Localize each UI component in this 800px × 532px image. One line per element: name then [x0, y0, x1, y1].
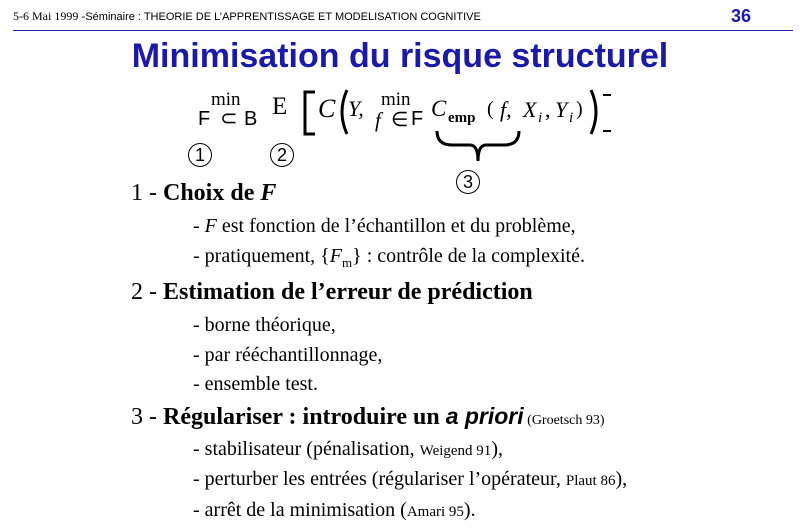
formula-args-close: ): [576, 98, 583, 120]
section-3-number: 3 -: [131, 404, 163, 430]
marker-3: 3: [456, 170, 480, 194]
item-prefix: - pratiquement, {: [193, 245, 330, 267]
section-2-heading: [131, 279, 533, 306]
formula-args-open: (: [487, 98, 494, 120]
formula-sub1-left: F: [198, 108, 211, 130]
header-divider: [13, 30, 793, 31]
formula-sub1-right: B: [244, 108, 258, 130]
section-1-heading: [131, 180, 276, 207]
item-text: } : contrôle de la complexité.: [352, 245, 585, 267]
formula-arg-Y: Y: [555, 97, 568, 122]
formula-Cemp: C: [431, 96, 447, 121]
section-3-title: Régulariser : introduire un: [163, 404, 446, 430]
formula-arg-comma: ,: [545, 97, 551, 122]
item-reference: Weigend 91: [419, 443, 492, 459]
left-bracket-icon: [300, 90, 320, 136]
section-1-item-2: [193, 245, 585, 271]
section-1-title: Choix de: [163, 180, 261, 206]
formula-arg-f: f,: [500, 97, 512, 122]
formula-emp-subscript: emp: [448, 110, 476, 126]
formula-sub2-F: F: [411, 108, 424, 130]
formula-expectation: E: [272, 93, 288, 120]
item-text: est fonction de l’échantillon et du problème,: [216, 215, 576, 237]
formula-arg-i1: i: [538, 110, 543, 126]
formula-C: C: [318, 94, 336, 123]
section-2-item-2: - par rééchantillonnage,: [193, 344, 383, 366]
marker-1: 1: [188, 143, 212, 167]
formula-Y: Y,: [348, 96, 364, 121]
section-3-heading: [131, 403, 605, 431]
item-text: - perturber les entrées (régulariser l’opérateur,: [193, 468, 566, 490]
item-end: ),: [615, 468, 628, 490]
right-bracket-marks-icon: [600, 90, 614, 136]
course-label: Séminaire :: [85, 11, 144, 23]
section-3-item-1: [193, 438, 503, 461]
item-symbol: F: [204, 215, 217, 237]
item-reference: Amari 95: [406, 504, 464, 520]
underbrace-icon: [434, 128, 522, 166]
item-subscript: m: [342, 255, 353, 270]
item-reference: Plaut 86: [565, 473, 616, 489]
section-3-reference: (Groetsch 93): [523, 413, 605, 428]
course-title: THEORIE DE L’APPRENTISSAGE ET MODELISATION COGNITIVE: [143, 11, 481, 23]
section-1-item-1: [193, 215, 576, 238]
section-1-number: 1 -: [131, 180, 163, 206]
item-end: ).: [463, 499, 476, 521]
formula-min-1: min: [211, 89, 241, 110]
section-3-item-3: [193, 499, 476, 522]
slide-title: Minimisation du risque structurel: [131, 37, 669, 75]
item-text: - stabilisateur (pénalisation,: [193, 438, 420, 460]
section-3-title-italic: a priori: [445, 403, 524, 429]
formula-arg-i2: i: [569, 110, 574, 126]
section-1-symbol: F: [260, 180, 277, 206]
slide-number: 36: [731, 6, 752, 26]
course-sep: -: [78, 9, 86, 23]
formula-sub1-op: ⊂: [220, 106, 238, 130]
section-2-number: 2 -: [131, 279, 163, 305]
header-course-info: [13, 9, 481, 24]
item-symbol: F: [329, 245, 342, 267]
section-3-item-2: [193, 468, 627, 491]
item-end: ),: [491, 438, 503, 460]
section-2-item-1: - borne théorique,: [193, 314, 336, 336]
item-text: - arrêt de la minimisation (: [193, 499, 407, 521]
formula-sub2-f: f: [375, 108, 381, 132]
item-prefix: -: [193, 215, 205, 237]
formula-min-2: min: [381, 89, 411, 110]
formula-arg-X: X: [523, 97, 537, 122]
section-2-title: Estimation de l’erreur de prédiction: [163, 279, 533, 305]
section-2-item-3: - ensemble test.: [193, 373, 318, 395]
formula-sub2-in: ∈: [391, 109, 409, 131]
course-date: 5-6 Mai 1999: [13, 9, 79, 23]
marker-2: 2: [270, 143, 294, 167]
